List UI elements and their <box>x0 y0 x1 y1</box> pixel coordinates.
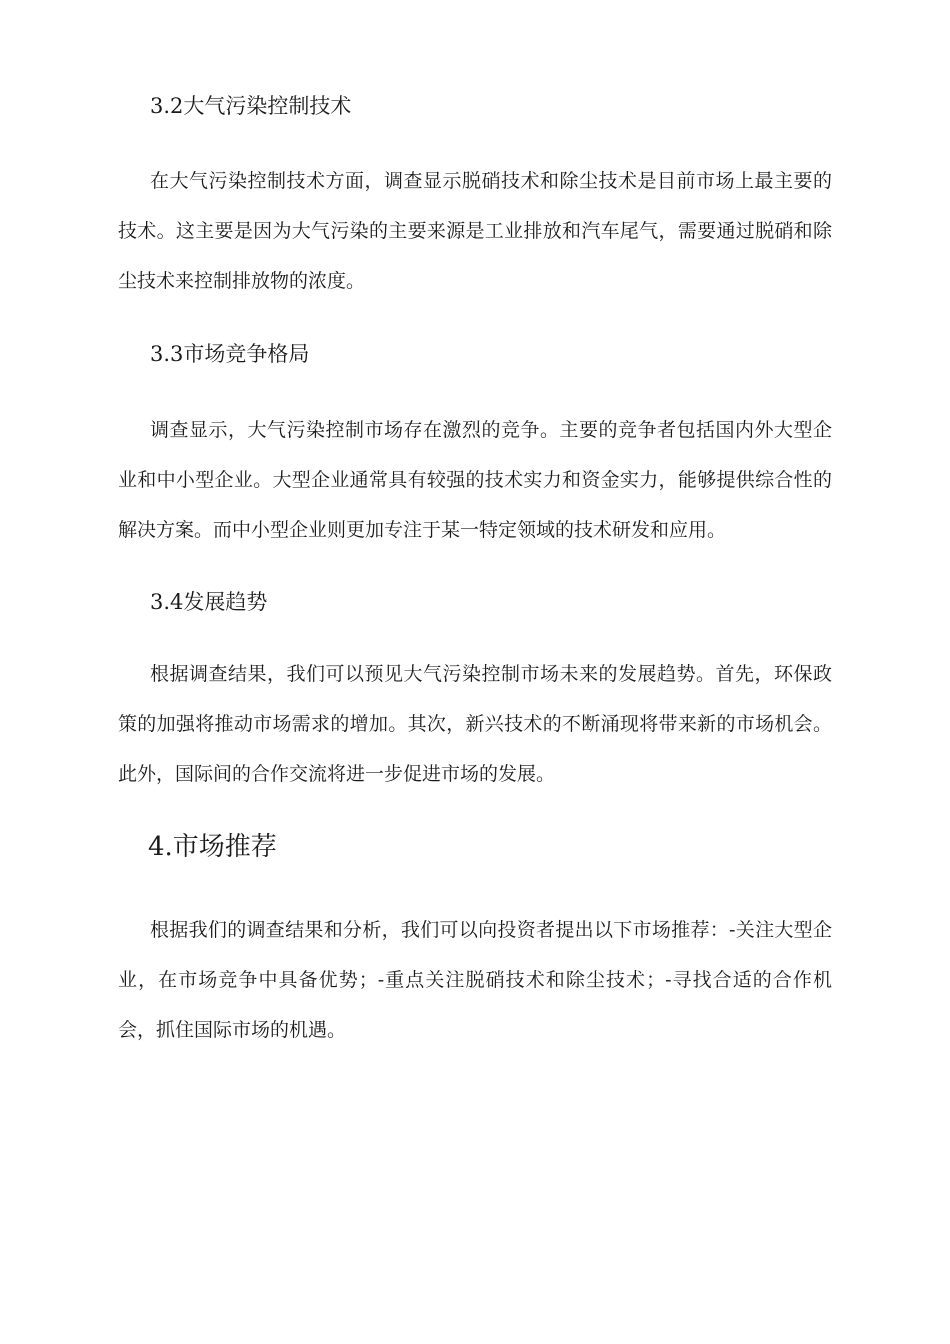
section-paragraph-3-3: 调查显示，大气污染控制市场存在激烈的竞争。主要的竞争者包括国内外大型企业和中小型企业。大型企业通常具有较强的技术实力和资金实力，能够提供综合性的解决方案。而中小型企业则更加专注于某一特定领域的技术研发和应用。 <box>118 419 832 541</box>
section-paragraph-3-4: 根据调查结果，我们可以预见大气污染控制市场未来的发展趋势。首先，环保政策的加强将推动市场需求的增加。其次，新兴技术的不断涌现将带来新的市场机会。此外，国际间的合作交流将进一步促进市场的发展。 <box>118 663 832 785</box>
section-paragraph-3-2: 在大气污染控制技术方面，调查显示脱硝技术和除尘技术是目前市场上最主要的技术。这主要是因为大气污染的主要来源是工业排放和汽车尾气，需要通过脱硝和除尘技术来控制排放物的浓度。 <box>118 170 832 292</box>
section-heading-3-3: 3.3市场竞争格局 <box>150 342 310 366</box>
section-heading-3-2: 3.2大气污染控制技术 <box>150 94 352 118</box>
chapter-heading-4: 4.市场推荐 <box>148 832 277 862</box>
section-heading-3-4: 3.4发展趋势 <box>150 590 268 614</box>
chapter-paragraph-4: 根据我们的调查结果和分析，我们可以向投资者提出以下市场推荐：-关注大型企业，在市场竞争中具备优势；-重点关注脱硝技术和除尘技术；-寻找合适的合作机会，抓住国际市场的机遇。 <box>118 919 832 1041</box>
